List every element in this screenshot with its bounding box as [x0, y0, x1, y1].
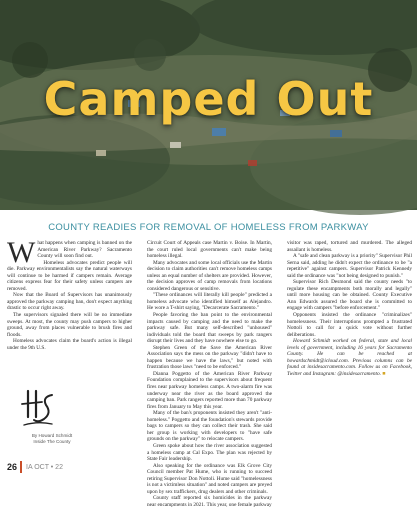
- paragraph: People favoring the ban point to the environmental impacts caused by camping and the need to make the parkway safe. But many self-described "unhoused" individuals told the board that sweeps by park rangers disrupt their lives and they have nowhere else to go.: [147, 312, 272, 345]
- paragraph: Homeless advocates claim the board's action is illegal under the 9th U.S.: [7, 338, 132, 351]
- page-footer: [7, 460, 63, 474]
- end-mark-icon: ■: [382, 370, 386, 377]
- subheadline: COUNTY READIES FOR REMOVAL OF HOMELESS FROM PARKWAY: [48, 222, 369, 233]
- paragraph: Dianna Poggetto of the American River Parkway Foundation complained to the supervisors about frequent fires near parkway homeless camps. A two-alarm fire was underway near the river as the board approved the camping ban. Park rangers reported more than 70 parkway fires from January to May this year.: [147, 370, 272, 410]
- paragraph: visitor was raped, tortured and murdered. The alleged assailant is homeless.: [287, 240, 412, 253]
- paragraph: [7, 236, 132, 269]
- byline-column: Inside The County: [33, 438, 71, 444]
- paragraph: County staff reported six homicides in the parkway near encampments in 2021. This year, one female parkway: [147, 495, 272, 508]
- paragraph: The supervisors signaled there will be no immediate sweeps. At most, the county may push campers to higher ground, away from places vulnerable to brush fires and floods.: [7, 312, 132, 338]
- article-column-3: [287, 240, 412, 456]
- footer-divider: [20, 461, 22, 473]
- article-column-2: [147, 240, 272, 508]
- author-signature-logo: [18, 387, 58, 436]
- headline: Camped Out: [43, 72, 374, 126]
- paragraph: Circuit Court of Appeals case Martin v. Boise. In Martin, the court ruled local governments can't make being homeless illegal.: [147, 240, 272, 260]
- author-bio-text: Howard Schmidt worked on federal, state and local levels of government, including 16 years for Sacramento County. He can be reached at howardschmidt@icloud.com. Previous columns can be found at insidesacramento.com. Follow us on Facebook, Twitter and Instagram: @insidesacramento.: [287, 338, 412, 377]
- paragraph: Supervisor Rich Desmond said the county needs "to regulate these encampments both morally and legally" until more housing can be obtained. County Executive Ann Edwards assured the board she is committed to engage with campers "before enforcement.": [287, 279, 412, 312]
- paragraph: Also speaking for the ordinance was Elk Grove City Council member Pat Hume, who is running to succeed retiring Supervisor Don Nottoli. Hume said "homelessness is not a victimless situation" and noted campers are preyed upon by sex traffickers, drug dealers and other criminals.: [147, 462, 272, 495]
- byline: [12, 433, 92, 444]
- paragraph: Many advocates and some local officials use the Martin decision to claim authorities can't remove homeless camps unless an equal number of shelters are provided. However, the decision approves of camp removals from locations considered dangerous or sensitive.: [147, 259, 272, 292]
- author-bio: [287, 338, 412, 377]
- paragraph: Now that the Board of Supervisors has unanimously approved the parkway camping ban, don't expect anything drastic to occur right away.: [7, 292, 132, 312]
- signature-mark: [18, 387, 58, 431]
- paragraph: Homeless advocates predict people will die. Parkway environmentalists say the natural waterways will continue to be harmed if campers remain. Average citizens express fear for their safety unless campers are removed.: [7, 259, 132, 292]
- paragraph: A "safe and clean parkway is a priority" Supervisor Phil Serna said, adding he didn't expect the ordinance to be "a repetitive" against campers. Supervisor Patrick Kennedy said the ordinance was "not being designed to punish.": [287, 253, 412, 279]
- paragraph: Many of the ban's proponents insisted they aren't "anti-homeless." Poggetto and the foundation's stewards provide bags to campers so they can collect their trash. She said her group is working with developers to "have safe grounds on the parkway" to relocate campers.: [147, 410, 272, 443]
- issue-label: IA OCT • 22: [26, 463, 63, 471]
- paragraph: "These ordinances will literally kill people" predicted a homeless advocate who identified himself as Alejandro. He wore a T-shirt saying, "Decarcerate Sacramento.": [147, 292, 272, 312]
- byline-author: By Howard Schmidt: [31, 433, 73, 438]
- page-number: 26: [7, 462, 18, 472]
- paragraph-text: hat happens when camping is banned on the American River Parkway? Sacramento County will soon find out.: [37, 240, 132, 260]
- paragraph: Opponents insisted the ordinance "criminalizes" homelessness. Their interruptions prompted a frustrated Nottoli to call for a quick vote without further deliberations.: [287, 312, 412, 338]
- paragraph: Stephen Green of the Save the American River Association says the mess on the parkway "didn't have to happen because we have the laws," but noted with frustration those laws "need to be enforced.": [147, 344, 272, 371]
- paragraph: Green spoke about how the river association suggested a homeless camp at Cal Expo. The plan was rejected by State Fair leadership.: [147, 442, 272, 463]
- drop-cap: W: [7, 236, 36, 269]
